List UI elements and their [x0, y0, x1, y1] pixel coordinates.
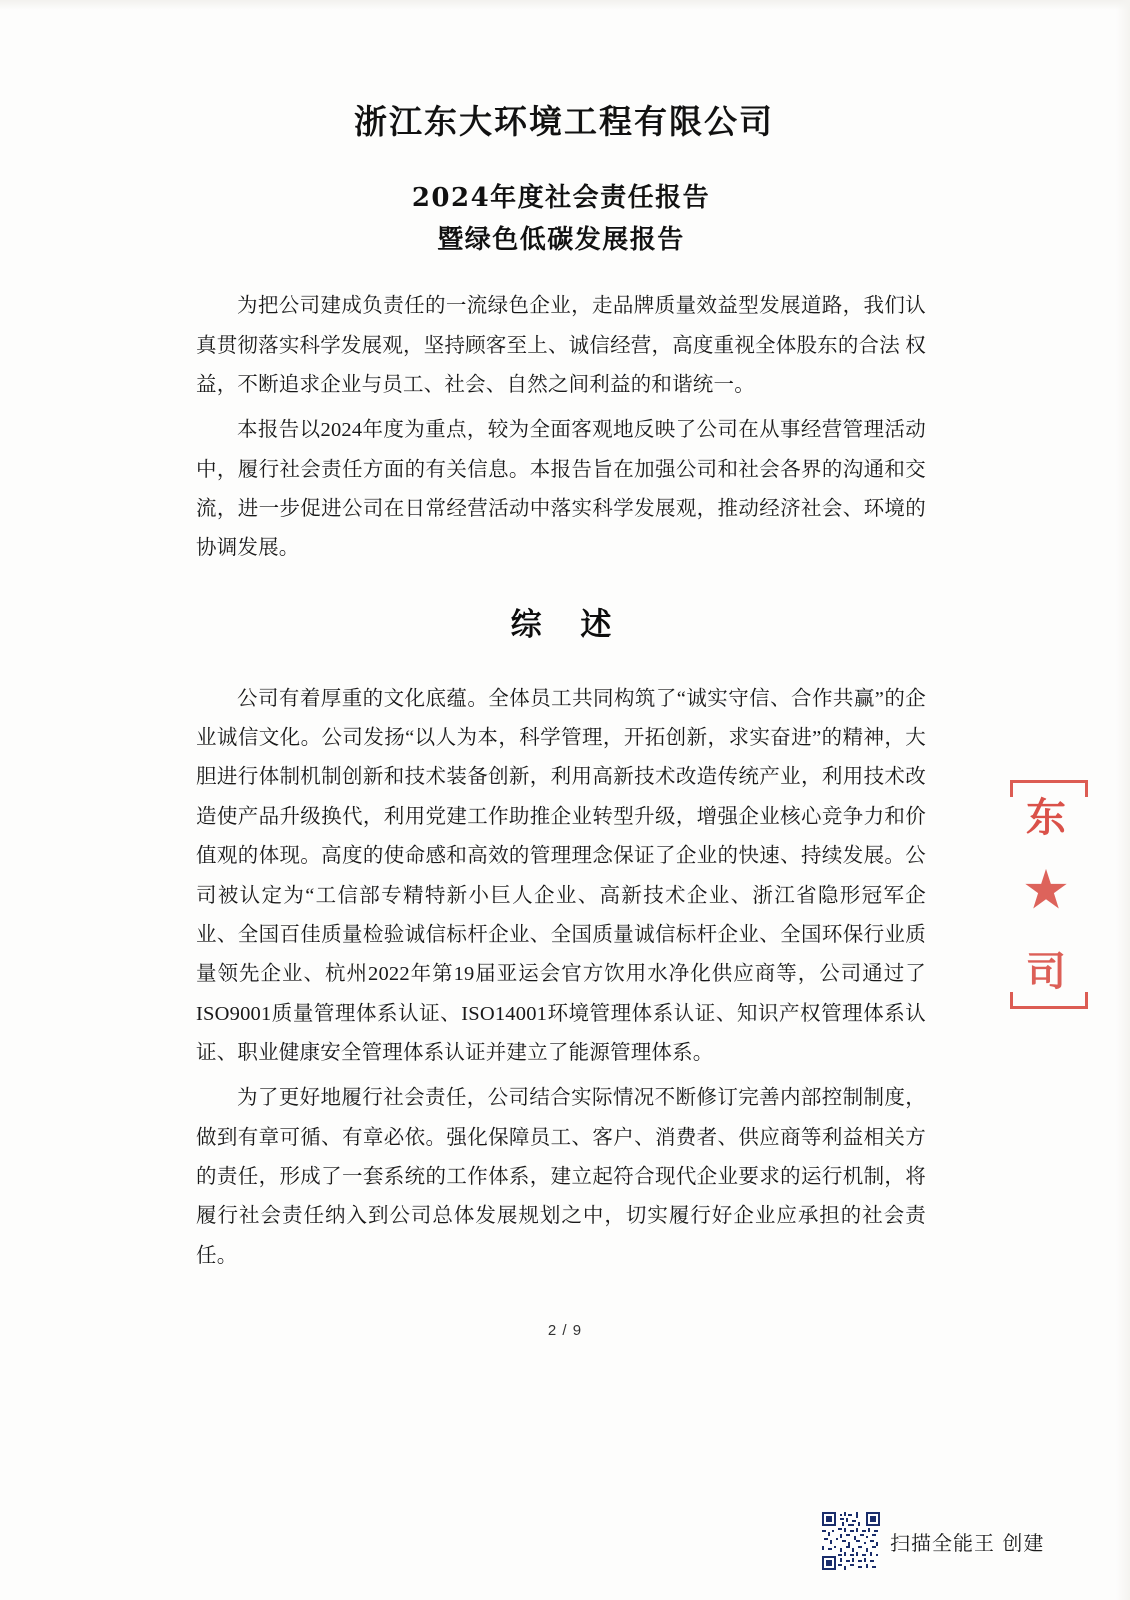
report-title-line1: 2024年度社会责任报告	[411, 183, 711, 213]
overview-paragraph-2: 为了更好地履行社会责任，公司结合实际情况不断修订完善内部控制制度，做到有章可循、有章必依。强化保障员工、客户、消费者、供应商等利益相关方的责任，形成了一套系统的工作体系，建立起符合现代企业要求的运行机制，将履行社会责任纳入到公司总体发展规划之中，切实履行好企业应承担的社会责任。	[196, 1087, 926, 1267]
company-seal-stamp	[1000, 780, 1092, 1010]
company-title: 浙江东大环境工程有限公司	[354, 102, 774, 141]
document-content	[196, 96, 926, 1282]
seal-bracket-bottom-icon	[1010, 992, 1088, 1009]
scanner-watermark	[822, 1512, 1044, 1570]
qr-code-icon	[822, 1512, 880, 1570]
scan-edge-top	[0, 0, 1130, 10]
report-title	[196, 177, 926, 261]
intro-paragraph-2: 本报告以2024年度为重点，较为全面客观地反映了公司在从事经营管理活动中，履行社会责任方面的有关信息。本报告旨在加强公司和社会各界的沟通和交流，进一步促进公司在日常经营活动中落实科学发展观，推动经济社会、环境的协调发展。	[196, 419, 926, 560]
seal-char-top: 东	[1026, 794, 1066, 841]
intro-paragraph-1: 为把公司建成负责任的一流绿色企业，走品牌质量效益型发展道路，我们认真贯彻落实科学发展观，坚持顾客至上、诚信经营，高度重视全体股东的合法 权益，不断追求企业与员工、社会、自然之间利益的和谐统一。	[196, 295, 926, 396]
seal-bracket-top-icon	[1010, 780, 1088, 797]
scan-edge-right	[1116, 0, 1130, 1600]
page-number: 2 / 9	[547, 1322, 583, 1339]
report-title-line2: 暨绿色低碳发展报告	[437, 225, 685, 256]
seal-star-icon	[1024, 868, 1068, 912]
overview-paragraph-1: 公司有着厚重的文化底蕴。全体员工共同构筑了“诚实守信、合作共赢”的企业诚信文化。公司发扬“以人为本，科学管理，开拓创新，求实奋进”的精神，大胆进行体制机制创新和技术装备创新，利用高新技术改造传统产业，利用技术改造使产品升级换代，利用党建工作助推企业转型升级，增强企业核心竞争力和价值观的体现。高度的使命感和高效的管理理念保证了企业的快速、持续发展。公司被认定为“工信部专精特新小巨人企业、高新技术企业、浙江省隐形冠军企业、全国百佳质量检验诚信标杆企业、全国质量诚信标杆企业、全国环保行业质量领先企业、杭州2022年第19届亚运会官方饮用水净化供应商等，公司通过了ISO9001质量管理体系认证、ISO14001环境管理体系认证、知识产权管理体系认证、职业健康安全管理体系认证并建立了能源管理体系。	[196, 687, 926, 1064]
seal-char-bottom: 司	[1026, 948, 1066, 995]
section-heading-overview: 综 述	[510, 606, 626, 643]
scanner-watermark-label: 扫描全能王 创建	[890, 1530, 1045, 1555]
